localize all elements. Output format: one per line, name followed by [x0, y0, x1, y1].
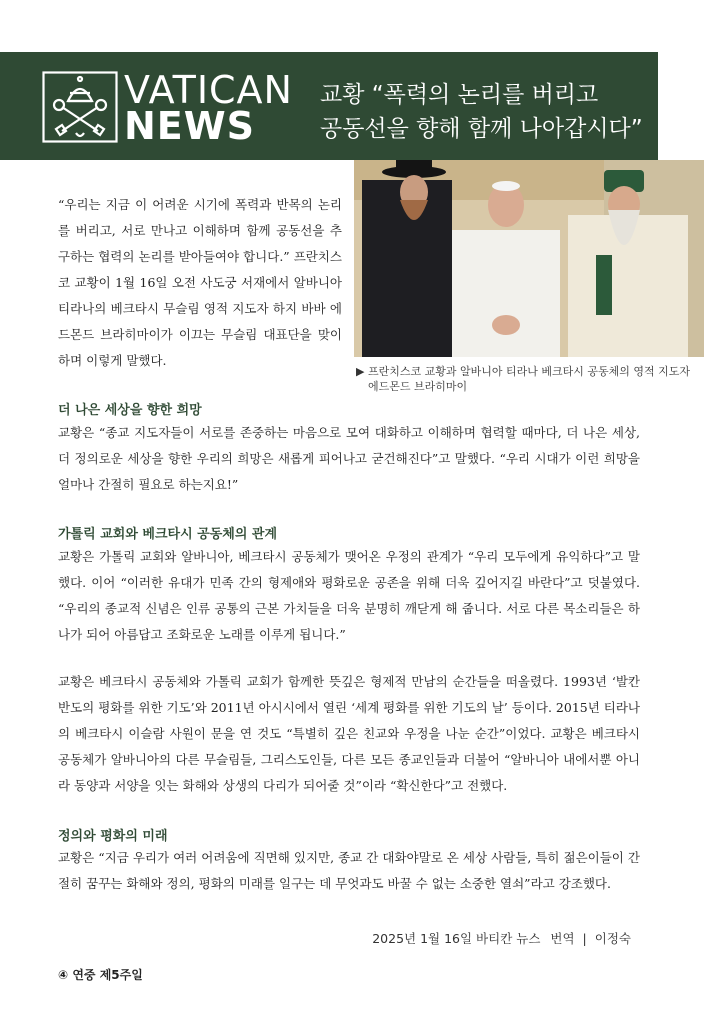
section-title-relationship: 가톨릭 교회와 베크타시 공동체의 관계 [58, 527, 278, 542]
article-photo [354, 160, 704, 357]
section-body-future: 교황은 “지금 우리가 여러 어려움에 직면해 있지만, 종교 간 대화야말로 온 세상 사람들, 특히 젊은이들이 간절히 꿈꾸는 화해와 정의, 평화의 미래를 일구는 데 무엇과도 바꿀 수 없는 소중한 열쇠”라고 강조했다. [58, 850, 640, 891]
section-body-relationship: 교황은 가톨릭 교회와 알바니아, 베크타시 공동체가 맺어온 우정의 관계가 “우리 모두에게 유익하다”고 말했다. 이어 “이러한 유대가 민족 간의 형제애와 평화로운 공존을 위해 더욱 깊어지길 바란다”고 덧붙였다. “우리의 종교적 신념은 인류 공통의 근본 가치들을 더욱 분명히 깨닫게 해 줍니다. 서로 다른 목소리들은 하나가 되어 아름답고 조화로운 노래를 이루게 됩니다.” [58, 549, 640, 642]
credit-translator: 이정숙 [594, 931, 631, 946]
section-body-relationship-2: 교황은 베크타시 공동체와 가톨릭 교회가 함께한 뜻깊은 형제적 만남의 순간들을 떠올렸다. 1993년 ‘발칸반도의 평화를 위한 기도’와 2011년 아시시에서 열린 ‘세계 평화를 위한 기도의 날’ 등이다. 2015년 티라나의 베크타시 이슬람 사원이 문을 연 것도 “특별히 깊은 친교와 우정을 나눈 순간”이었다. 교황은 베크타시 공동체가 알바니아의 다른 무슬림들, 그리스도인들, 다른 모든 종교인들과 더불어 “알바니아 내에서뿐 아니라 동양과 서양을 잇는 화해와 상생의 다리가 되어줄 것”이라 “확신한다”고 전했다. [58, 674, 640, 793]
photo-caption [356, 364, 704, 394]
article-credit [372, 929, 631, 947]
credit-separator: | [582, 931, 587, 946]
section-title-hope: 더 나은 세상을 향한 희망 [58, 403, 202, 418]
headline-line-2: 공동선을 향해 함께 나아갑시다” [320, 116, 643, 142]
photo-caption-line-2: 에드몬드 브라히마이 [368, 380, 468, 393]
intro-paragraph: “우리는 지금 이 어려운 시기에 폭력과 반목의 논리를 버리고, 서로 만나고 이해하며 함께 공동선을 추구하는 협력의 논리를 받아들여야 합니다.” 프란치스코 교황이 1월 16일 오전 사도궁 서재에서 알바니아 티라나의 베크타시 무슬림 영적 지도자 하지 바바 에드몬드 브라히마이가 이끄는 무슬림 대표단을 맞이하며 이렇게 말했다. [58, 197, 342, 368]
headline-line-1: 교황 “폭력의 논리를 버리고 [320, 82, 599, 108]
page-footer-label: ④ 연중 제5주일 [58, 968, 143, 982]
vatican-keys-emblem-icon [42, 71, 118, 143]
logo-vatican-text: VATICAN [124, 68, 293, 112]
section-body-hope: 교황은 “종교 지도자들이 서로를 존중하는 마음으로 모여 대화하고 이해하며 협력할 때마다, 더 나은 세상, 더 정의로운 세상을 향한 우리의 희망은 새롭게 피어나고 굳건해진다”고 말했다. “우리 시대가 이런 희망을 얼마나 간절히 필요로 하는지요!” [58, 425, 640, 492]
article-headline [320, 78, 650, 146]
photo-caption-line-1: ▶ 프란치스코 교황과 알바니아 티라나 베크타시 공동체의 영적 지도자 [356, 365, 690, 378]
logo-news-text: NEWS [124, 104, 256, 148]
credit-translation-label: 번역 [550, 931, 575, 946]
credit-date-source: 2025년 1월 16일 바티칸 뉴스 [372, 931, 541, 946]
section-title-future: 정의와 평화의 미래 [58, 829, 168, 844]
